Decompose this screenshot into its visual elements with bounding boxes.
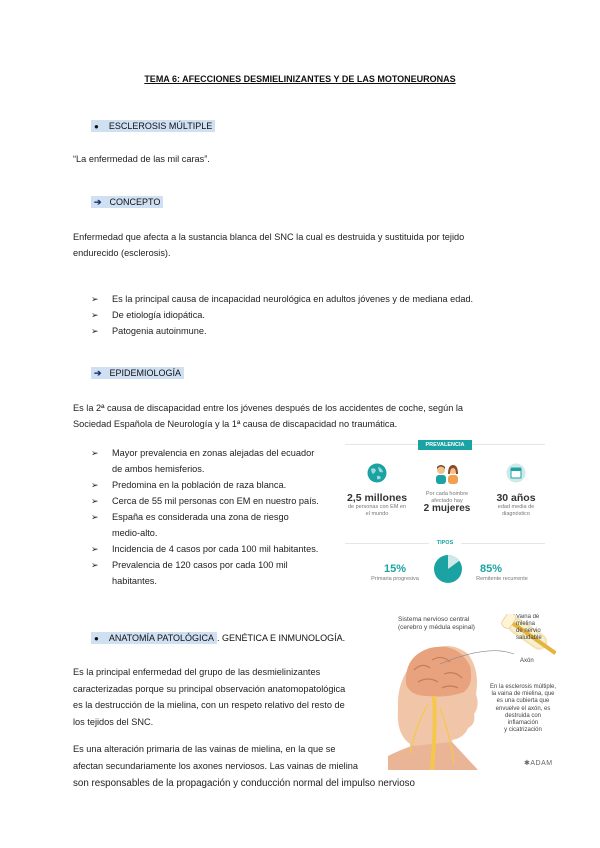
myelin-illustration (388, 614, 556, 770)
chevron-bullet-icon: ➢ (91, 496, 99, 506)
label-axon: Axón (520, 658, 534, 664)
chevron-bullet-icon: ➢ (91, 560, 99, 570)
section-heading-anatomia (91, 633, 345, 643)
list-item: ➢ De etiología idiopática. (91, 307, 541, 323)
type-pp-value: 15% (383, 563, 407, 575)
stat-gender-caption: Por cada hombre afectado hay (425, 491, 469, 504)
epi-line-1: Es la 2ª causa de discapacidad entre los jóvenes después de los accidentes de coche, según la (73, 403, 464, 413)
chevron-bullet-icon: ➢ (91, 294, 99, 304)
concept-line-2: endurecido (esclerosis). (73, 248, 171, 258)
list-item: ➢ Mayor prevalencia en zonas alejadas del ecuador de ambos hemisferios. (91, 445, 346, 477)
label-vaina: Vaina de mielina de nervio saludable (516, 614, 542, 641)
prevalence-label: PREVALENCIA (418, 440, 472, 450)
label-em-description: En la esclerosis múltiple, la vaina de mielina, que es una cubierta que envuelve el axón, es destruida con inflamación y cicatrización (489, 684, 556, 734)
chevron-bullet-icon: ➢ (91, 310, 99, 320)
chevron-bullet-icon: ➢ (91, 512, 99, 522)
man-woman-icon (435, 464, 459, 484)
anatomia-rest-label: . GENÉTICA E INMUNOLOGÍA. (217, 633, 346, 643)
star-icon: ✱ (524, 760, 531, 767)
list-item: ➢ Patogenia autoinmune. (91, 323, 541, 339)
stat-gender-value: 2 mujeres (423, 503, 471, 514)
anatomy-paragraph-1: Es la principal enfermedad del grupo de las desmielinizantes caracterizadas porque su principal observación anatomopatológica es la destrucción de la mielina, con un respeto relativo del resto de los tejidos del SNC. (73, 667, 346, 727)
arrow-right-icon: ➔ (94, 197, 102, 207)
section-heading-concepto (91, 197, 163, 208)
types-label: TIPOS (429, 539, 461, 548)
type-rr-value: 85% (479, 563, 503, 575)
list-item: ➢ Incidencia de 4 casos por cada 100 mil habitantes. (91, 541, 346, 557)
section-heading-em (91, 121, 215, 131)
stat-age-caption: edad media de diagnóstico (497, 504, 535, 517)
concepto-label: CONCEPTO (109, 197, 161, 207)
concept-bullet-list (91, 291, 541, 339)
arrow-right-icon: ➔ (94, 368, 102, 378)
chevron-bullet-icon: ➢ (91, 448, 99, 458)
label-snc: Sistema nervioso central (cerebro y médula espinal) (398, 616, 475, 631)
stat-world-caption: de personas con EM en el mundo (347, 504, 407, 517)
list-item: ➢ Cerca de 55 mil personas con EM en nuestro país. (91, 493, 346, 509)
calendar-icon (506, 463, 526, 483)
infographic-em (345, 440, 545, 590)
epi-bullet-list (91, 445, 346, 589)
anatomy-paragraph-3: son responsables de la propagación y conducción normal del impulso nervioso (73, 778, 416, 789)
chevron-bullet-icon: ➢ (91, 326, 99, 336)
concept-line-1: Enfermedad que afecta a la sustancia blanca del SNC la cual es destruida y sustituida por tejido (73, 232, 465, 242)
epi-line-2: Sociedad Española de Neurología y la 1ª causa de discapacidad no traumática. (73, 419, 398, 429)
chevron-bullet-icon: ➢ (91, 544, 99, 554)
anatomy-paragraph-2: Es una alteración primaria de las vainas de mielina, en la que se afectan secundariamente los axones nerviosos. Las vainas de mielina (73, 744, 358, 771)
anatomia-label: ANATOMÍA PATOLÓGICA (108, 633, 215, 643)
quote: “La enfermedad de las mil caras”. (73, 154, 210, 164)
list-item: ➢ Predomina en la población de raza blanca. (91, 477, 346, 493)
page-title: TEMA 6: AFECCIONES DESMIELINIZANTES Y DE LAS MOTONEURONAS (144, 74, 456, 84)
stat-age-value: 30 años (496, 492, 536, 504)
type-rr-caption: Remitente recurrente (476, 576, 528, 582)
section-em-label: ESCLEROSIS MÚLTIPLE (108, 121, 213, 131)
section-heading-epidemiologia (91, 368, 184, 379)
bullet-dot-icon: ● (94, 122, 99, 131)
list-item: ➢ España es considerada una zona de riesgo medio-alto. (91, 509, 346, 541)
types-pie-chart (433, 554, 463, 584)
stat-world-value: 2,5 millones (346, 492, 408, 504)
chevron-bullet-icon: ➢ (91, 480, 99, 490)
type-pp-caption: Primaria progresiva (371, 576, 419, 582)
list-item: ➢ Es la principal causa de incapacidad neurológica en adultos jóvenes y de mediana edad. (91, 291, 541, 307)
list-item: ➢ Prevalencia de 120 casos por cada 100 mil habitantes. (91, 557, 346, 589)
globe-icon (367, 463, 387, 483)
adam-logo: ✱ADAM (524, 760, 553, 767)
bullet-dot-icon: ● (94, 634, 99, 643)
epidemiologia-label: EPIDEMIOLOGÍA (109, 368, 182, 378)
